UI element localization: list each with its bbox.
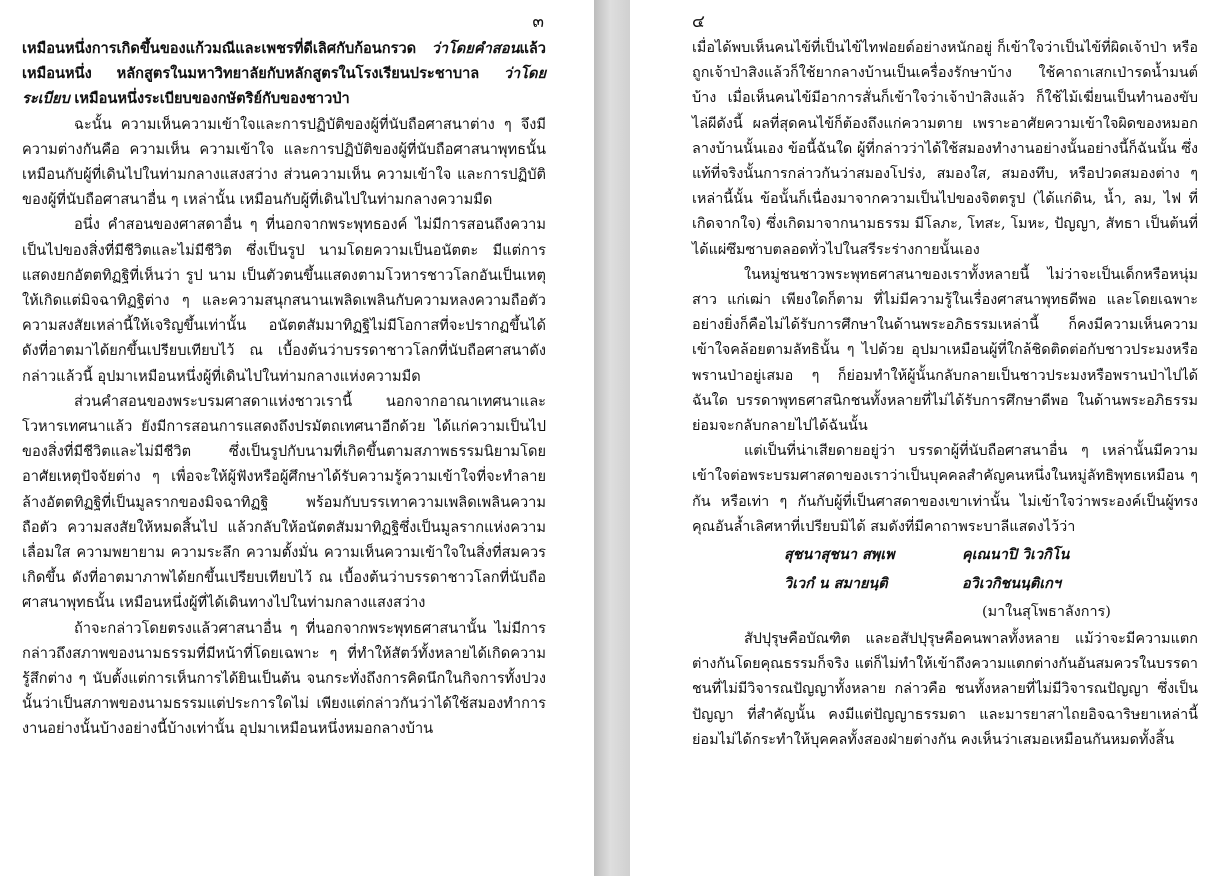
page-number-right: ๔ <box>692 12 705 32</box>
right-page <box>630 0 1218 876</box>
left-p1-text-a: เหมือนหนึ่งการเกิดขึ้นของแก้วมณีและเพชรที่ดีเลิศกับก้อนกรวด <box>22 40 417 57</box>
verse-line-2-b: อวิเวกิชนนฺติเกฯ <box>962 575 1061 593</box>
verse-line-2 <box>692 569 1198 598</box>
left-p1-emphasis-a: ว่าโดยคำสอน <box>431 40 520 57</box>
book-gutter <box>594 0 630 876</box>
right-paragraph-3: แต่เป็นที่น่าเสียดายอยู่ว่า บรรดาผู้ที่นับถือศาสนาอื่น ๆ เหล่านั้นมีความเข้าใจต่อพระบรมศาสดาของเราว่าเป็นบุคคลสำคัญคนหนึ่งในหมู่ลัทธิพุทธเหมือน ๆ กัน หรือเท่า ๆ กันกับผู้ที่เป็นศาสดาของเขาเท่านั้น ไม่เข้าใจว่าพระองค์เป็นผู้ทรงคุณอันล้ำเลิศหาที่เปรียบมิได้ สมดังที่มีคาถาพระบาลีแสดงไว้ว่า <box>692 443 1198 535</box>
verse-line-1-a: สุชนาสุชนา สพฺเพ <box>784 546 895 564</box>
left-paragraph-3: อนึ่ง คำสอนของศาสดาอื่น ๆ ที่นอกจากพระพุทธองค์ ไม่มีการสอนถึงความเป็นไปของสิ่งที่มีชีวิตและไม่มีชีวิต ซึ่งเป็นรูป นามโดยความเป็นอนัตตะ มีแต่การแสดงยกอัตตทิฏฐิที่เห็นว่า รูป นาม เป็นตัวตนขึ้นแสดงตามโวหารชาวโลกอันเป็นเหตุให้เกิดแต่มิจฉาทิฏฐิต่าง ๆ และความสนุกสนานเพลิดเพลินกับความหลงความถือตัว ความสงสัยเหล่านี้ให้เจริญขึ้นเท่านั้น อนัตตสัมมาทิฏฐิไม่มีโอกาสที่จะปรากฏขึ้นได้ ดังที่อาตมาได้ยกขึ้นเปรียบเทียบไว้ ณ เบื้องต้นว่าบรรดาชาวโลกที่นับถือศาสนาดังกล่าวแล้วนี้ อุปมาเหมือนหนึ่งผู้ที่เดินไปในท่ามกลางแห่งความมืด <box>22 216 546 385</box>
left-paragraph-2: ฉะนั้น ความเห็นความเข้าใจและการปฏิบัติของผู้ที่นับถือศาสนาต่าง ๆ จึงมีความต่างกันคือ ความเห็น ความเข้าใจ และการปฏิบัติของผู้ที่นับถือศาสนาพุทธนั้น เหมือนกับผู้ที่เดินไปในท่ามกลางแสงสว่าง ส่วนความเห็น ความเข้าใจ และการปฏิบัติของผู้ที่นับถือศาสนาอื่น ๆ เหล่านั้น เหมือนกับผู้ที่เดินไปในท่ามกลางความมืด <box>22 115 546 209</box>
left-paragraph-1 <box>22 36 546 112</box>
pali-verse <box>692 540 1198 598</box>
right-paragraph-1: เมื่อได้พบเห็นคนไข้ที่เป็นไข้ไทฟอยด์อย่างหนักอยู่ ก็เข้าใจว่าเป็นไข้ที่ผิดเจ้าป่า หรือถูกเจ้าป่าสิงแล้วก็ใช้ยากลางบ้านเป็นเครื่องรักษาบ้าง ใช้คาถาเสกเป่ารดน้ำมนต์บ้าง เมื่อเห็นคนไข้มีอาการสั่นก็เข้าใจว่าเจ้าป่าสิงแล้ว ก็ใช้ไม้เฆี่ยนเป็นทำนองขับไล่ผีดังนี้ ผลที่สุดคนไข้ก็ต้องถึงแก่ความตาย เพราะอาศัยความเข้าใจผิดของหมอกลางบ้านนั้นเอง ข้อนี้ฉันใด ผู้ที่กล่าวว่าได้ใช้สมองทำงานอย่างนั้นอย่างนี้ก็ฉันนั้น ซึ่งแท้ที่จริงนั้นการกล่าวกันว่าสมองโปร่ง, สมองใส, สมองทึบ, หรือปวดสมองต่าง ๆ เหล่านี้นั้น ข้อนั้นก็เนื่องมาจากความเป็นไปของจิตตรูป (ได้แก่ดิน, น้ำ, ลม, ไฟ ที่เกิดจากใจ) ซึ่งเกิดมาจากนามธรรม มีโลภะ, โทสะ, โมหะ, ปัญญา, สัทธา เป็นต้นที่ได้แผ่ซึมซาบตลอดทั่วไปในสรีระร่างกายนั้นเอง <box>692 40 1198 258</box>
left-p1-text-c: แล้วเหมือนหนึ่ง หลักสูตรในมหาวิทยาลัยกับหลักสูตรในโรงเรียนประชาบาล <box>22 40 546 83</box>
verse-source: (มาในสุโพธาลังการ) <box>982 604 1111 621</box>
left-paragraph-5: ถ้าจะกล่าวโดยตรงแล้วศาสนาอื่น ๆ ที่นอกจากพระพุทธศาสนานั้น ไม่มีการกล่าวถึงสภาพของนามธรรมที่มีหน้าที่โดยเฉพาะ ๆ ที่ทำให้สัตว์ทั้งหลายได้เกิดความรู้สึกต่าง ๆ นับตั้งแต่การเห็นการได้ยินเป็นต้น จนกระทั่งถึงการคิดนึกในกิจการทั้งปวงนั้นว่าเป็นสภาพของนามธรรมแต่ประการใดไม่ เพียงแต่กล่าวกันว่าได้ใช้สมองทำการงานอย่างนั้นบ้างอย่างนี้บ้างเท่านั้น อุปมาเหมือนหนึ่งหมอกลางบ้าน <box>22 619 546 738</box>
left-p1-text-e: เหมือนหนึ่งระเบียบของกษัตริย์กับของชาวป่า <box>74 90 350 108</box>
right-paragraph-2: ในหมู่ชนชาวพระพุทธศาสนาของเราทั้งหลายนี้ ไม่ว่าจะเป็นเด็กหรือหนุ่มสาว แก่เฒ่า เพียงใดก็ตาม ที่ไม่มีความรู้ในเรื่องศาสนาพุทธดีพอ และโดยเฉพาะอย่างยิ่งก็คือไม่ได้รับการศึกษาในด้านพระอภิธรรมเหล่านี้ ก็คงมีความเห็นความเข้าใจคล้อยตามลัทธินั้น ๆ ไปด้วย อุปมาเหมือนผู้ที่ใกล้ชิดติดต่อกับชาวประมงหรือพรานป่าอยู่เสมอ ๆ ก็ย่อมทำให้ผู้นั้นกลับกลายเป็นชาวประมงหรือพรานป่าไปได้ ฉันใด บรรดาพุทธศาสนิกชนทั้งหลายที่ไม่ได้รับการศึกษาดีพอ ในด้านพระอภิธรรมย่อมจะกลับกลายไปได้ฉันนั้น <box>692 266 1198 435</box>
verse-line-2-a: วิเวกํ น สมายนฺติ <box>784 575 888 593</box>
right-paragraph-4: สัปปุรุษคือบัณฑิต และอสัปปุรุษคือคนพาลทั้งหลาย แม้ว่าจะมีความแตกต่างกันโดยคุณธรรมก็จริง แต่ก็ไม่ทำให้เข้าถึงความแตกต่างกันอันสมควรในบรรดาชนที่ไม่มีวิจารณปัญญาทั้งหลาย กล่าวคือ ชนทั้งหลายที่ไม่มีวิจารณปัญญา ซึ่งเป็นปัญญา ที่สำคัญนั้น คงมีแต่ปัญญาธรรมดา และมารยาสาไถยอิจฉาริษยาเหล่านี้ ย่อมไม่ได้กระทำให้บุคคลทั้งสองฝ่ายต่างกัน คงเห็นว่าเสมอเหมือนกันหมดทั้งสิ้น <box>692 631 1198 748</box>
left-paragraph-4: ส่วนคำสอนของพระบรมศาสดาแห่งชาวเรานี้ นอกจากอาณาเทศนาและโวหารเทศนาแล้ว ยังมีการสอนการแสดงถึงปรมัตถเทศนาอีกด้วย ได้แก่ความเป็นไปของสิ่งที่มีชีวิตและไม่มีชีวิต ซึ่งเป็นรูปกับนามที่เกิดขึ้นตามสภาพธรรมนิยามโดยอาศัยเหตุปัจจัยต่าง ๆ เพื่อจะให้ผู้ฟังหรือผู้ศึกษาได้รับความรู้ความเข้าใจที่จะทำลายล้างอัตตทิฏฐิที่เป็นมูลรากของมิจฉาทิฏฐิ พร้อมกับบรรเทาความเพลิดเพลินความถือตัว ความสงสัยให้หมดสิ้นไป แล้วกลับให้อนัตตสัมมาทิฏฐิซึ่งเป็นมูลรากแห่งความเลื่อมใส ความพยายาม ความระลึก ความตั้งมั่น ความเห็นความเข้าใจในสิ่งที่สมควรเกิดขึ้น ดังที่อาตมาภาพได้ยกขึ้นเปรียบเทียบไว้ ณ เบื้องต้นว่าบรรดาชาวโลกที่นับถือศาสนาพุทธนั้น เหมือนหนึ่งผู้ที่ได้เดินทางไปในท่ามกลางแสงสว่าง <box>22 392 546 612</box>
page-number-left: ๓ <box>532 12 544 32</box>
verse-line-1 <box>692 540 1198 569</box>
verse-line-1-b: คุเณนาปิ วิเวกิโน <box>962 546 1070 564</box>
left-page <box>0 0 594 876</box>
left-p1-emphasis-b: ว่าโดยระเบียบ <box>22 65 546 108</box>
